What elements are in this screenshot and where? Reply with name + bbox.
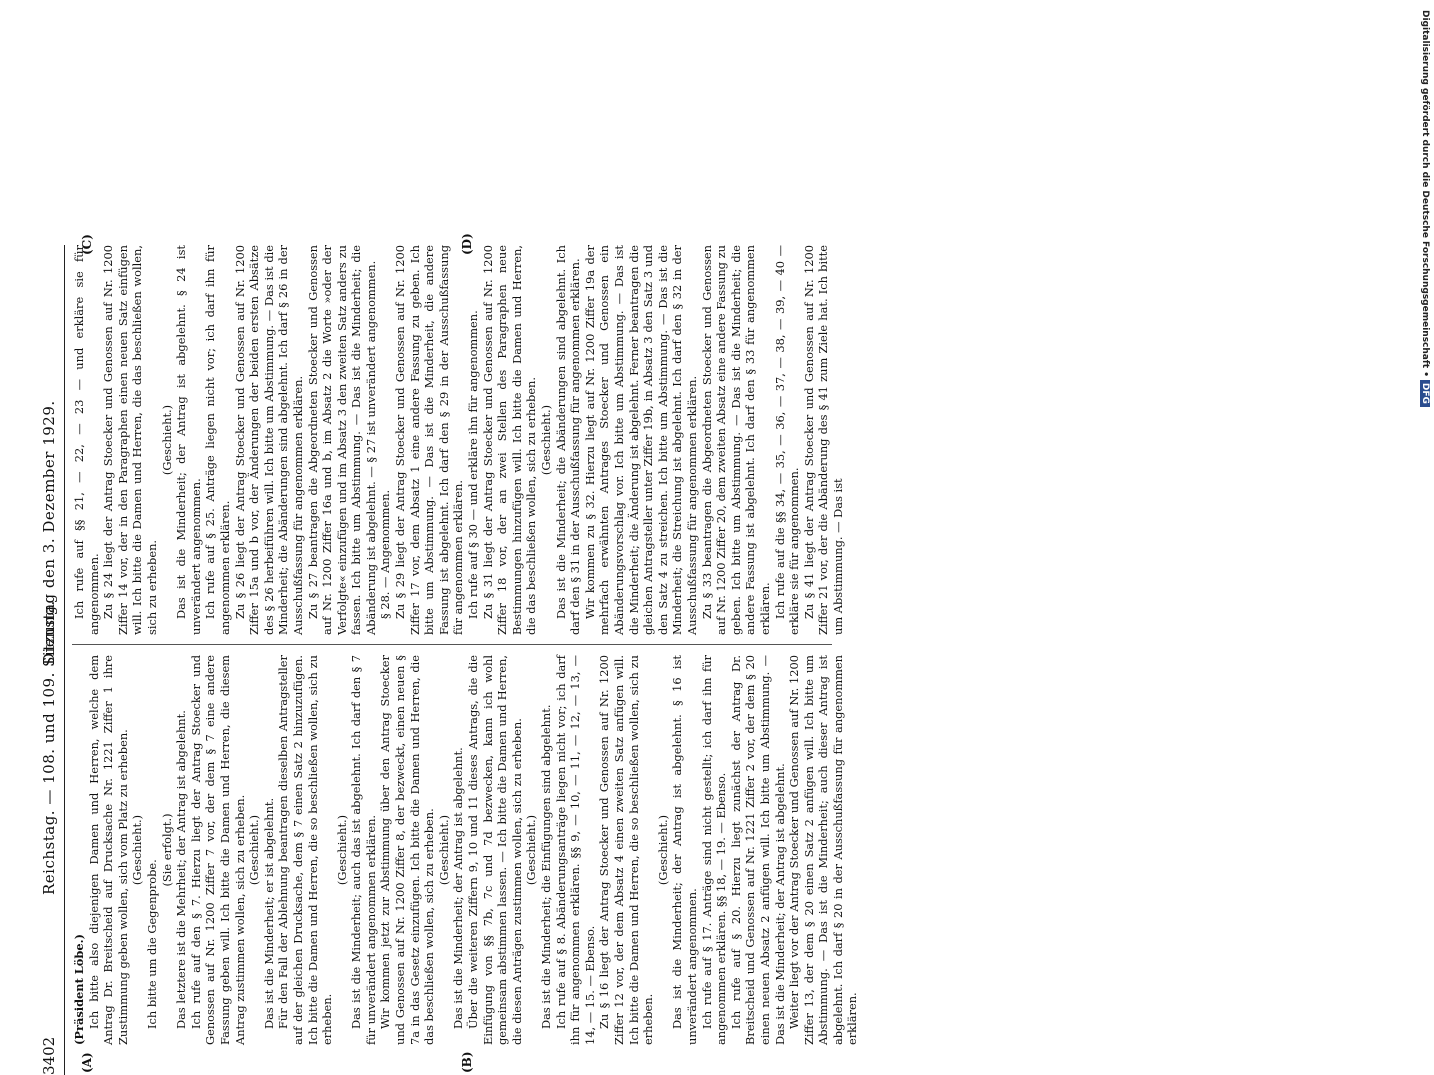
paragraph: Ich rufe auf § 17. Anträge sind nicht gestellt; ich darf ihn für angenommen erklären. §§ 18, — 19. — Ebenso.: [699, 655, 729, 1045]
paragraph: Ich rufe auf § 25. Anträge liegen nicht vor; ich darf ihn für angenommen erklären.: [203, 245, 232, 635]
margin-marker-b: (B): [460, 1051, 474, 1073]
paragraph: Das letztere ist die Mehrheit; der Antrag ist abgelehnt.: [174, 710, 189, 1029]
paragraph: Das ist die Minderheit; auch das ist abgelehnt. Ich darf den § 7 für unverändert angenommen erklären.: [349, 655, 378, 1045]
page-number: 3402: [40, 1036, 58, 1075]
margin-marker-c: (C): [80, 234, 94, 255]
dfg-logo: DFG: [1420, 380, 1430, 407]
paragraph: Ich rufe auf die §§ 34, — 35, — 36, — 37, — 38, — 39, — 40 — erkläre sie für angenommen.: [772, 245, 802, 635]
paragraph: Das ist die Minderheit; der Antrag ist abgelehnt. § 24 ist unverändert angenommen.: [174, 245, 203, 635]
paragraph: Zu § 31 liegt der Antrag Stoecker und Genossen auf Nr. 1200 Ziffer 18 vor, der an zwei Stellen des Paragraphen neue Bestimmungen hinzufügen will. Ich bitte die Damen und Herren, die das beschließen wollen, sich zu erheben.: [480, 245, 539, 635]
stage-direction: (Geschieht.): [130, 814, 145, 886]
paragraph: Zu § 29 liegt der Antrag Stoecker und Genossen auf Nr. 1200 Ziffer 17 vor, dem Absatz 1 eine andere Fassung zu geben. Ich bitte um Abstimmung. — Das ist die Minderheit, die andere Fassung ist abgelehnt. Ich darf den § 29 in der Ausschußfassung für angenommen erklären.: [393, 245, 466, 635]
paragraph: Über die weiteren Ziffern 9, 10 und 11 dieses Antrags, die die Einfügung von §§ 7b, 7c und 7d bezwecken, kann ich wohl gemeinsam abstimmen lassen. — Ich bitte die Damen und Herren, die diesen Anträgen zustimmen wollen, sich zu erheben.: [466, 655, 524, 1045]
paragraph: Zu § 24 liegt der Antrag Stoecker und Genossen auf Nr. 1200 Ziffer 14 vor, der in den Paragraphen einen neuen Satz einfügen will. Ich bitte die Damen und Herren, die das beschließen wollen, sich zu erheben.: [101, 245, 159, 635]
stage-direction: (Geschieht.): [655, 814, 670, 886]
paragraph: Das ist die Minderheit; der Antrag ist abgelehnt. § 16 ist unverändert angenommen.: [670, 655, 699, 1045]
paragraph: Zu § 26 liegt der Antrag Stoecker und Genossen auf Nr. 1200 Ziffer 15a und b vor, der Änderungen der beiden ersten Absätze des § 26 herbeiführen will. Ich bitte um Abstimmung. — Das ist die Minderheit; die Abänderungen sind abgelehnt. Ich darf § 26 in der Ausschußfassung für angenommen erklären.: [232, 245, 305, 635]
right-running-title: Dienstag den 3. Dezember 1929.: [40, 400, 58, 665]
paragraph: Ich rufe auf § 8. Abänderungsanträge liegen nicht vor; ich darf ihn für angenommen erklären. §§ 9, — 10, — 11, — 12, — 13, — 14, — 15. — Ebenso.: [553, 655, 597, 1045]
paragraph: Das ist die Minderheit; die Abänderungen sind abgelehnt. Ich darf den § 31 in der Ausschußfassung für angenommen erklären.: [553, 245, 583, 635]
paragraph: Für den Fall der Ablehnung beantragen dieselben Antragsteller auf der gleichen Drucksache, dem § 7 einen Satz 2 hinzuzufügen. Ich bitte die Damen und Herren, die so beschließen wollen, sich zu erheben.: [276, 655, 335, 1045]
paragraph: Das ist die Minderheit; der Antrag ist abgelehnt.: [451, 747, 466, 1029]
header-rule: [64, 245, 65, 1075]
paragraph: Wir kommen zu § 32. Hierzu liegt auf Nr. 1200 Ziffer 19a der mehrfach erwähnten Antrages Stoecker und Genossen ein Abänderungsvorschlag vor. Ich bitte um Abstimmung. — Das ist die Minderheit; die Änderung ist abgelehnt. Ferner beantragen die gleichen Antragsteller unter Ziffer 19b, in Absatz 3 den Satz 3 und den Satz 4 zu streichen. Ich bitte um Abstimmung. — Das ist die Minderheit; die Streichung ist abgelehnt. Ich darf den § 32 in der Ausschußfassung für angenommen erklären.: [582, 245, 699, 635]
paragraph: Zu § 33 beantragen die Abgeordneten Stoecker und Genossen auf Nr. 1200 Ziffer 20, dem zweiten Absatz eine andere Fassung zu geben. Ich bitte um Abstimmung. — Das ist die Minderheit; die andere Fassung ist abgelehnt. Ich darf den § 33 für angenommen erklären.: [699, 245, 772, 635]
stage-direction: (Geschieht.): [539, 404, 553, 476]
paragraph: Ich rufe auf §§ 21, — 22, — 23 — und erkläre sie für angenommen.: [72, 245, 101, 635]
paragraph: Ich rufe auf § 30 — und erkläre ihn für angenommen.: [466, 310, 481, 619]
margin-marker-a: (A): [80, 1052, 94, 1073]
right-column: [72, 245, 845, 635]
paragraph: § 28. — Angenommen.: [378, 489, 393, 619]
speaker-name: (Präsident Löbe.): [72, 934, 86, 1045]
rotated-page: [40, 75, 1320, 1075]
paragraph: Ich bitte um die Gegenprobe.: [144, 859, 159, 1029]
paragraph: Ich rufe auf § 20. Hierzu liegt zunächst der Antrag Dr. Breitscheid und Genossen auf Nr. 1221 Ziffer 2 vor, der dem § 20 einen neuen Absatz 2 anfügen will. Ich bitte um Abstimmung. — Das ist die Minderheit; der Antrag ist abgelehnt.: [728, 655, 787, 1045]
paragraph: Das ist die Minderheit; die Einfügungen sind abgelehnt.: [539, 704, 553, 1029]
stage-direction: (Geschieht.): [159, 404, 174, 476]
stage-direction: (Sie erfolgt.): [159, 813, 174, 887]
stage-direction: (Geschieht.): [436, 814, 451, 886]
paragraph: Wir kommen jetzt zur Abstimmung über den Antrag Stoecker und Genossen auf Nr. 1200 Ziffer 8, der bezweckt, einen neuen § 7a in das Gesetz einzufügen. Ich bitte die Damen und Herren, die das beschließen wollen, sich zu erheben.: [378, 655, 437, 1045]
stage-direction: (Geschieht.): [247, 814, 262, 886]
margin-marker-d: (D): [460, 233, 474, 255]
left-column: [72, 655, 860, 1045]
paragraph: Zu § 41 liegt der Antrag Stoecker und Genossen auf Nr. 1200 Ziffer 21 vor, der die Abänderung des § 41 zum Ziele hat. Ich bitte um Abstimmung. — Das ist: [801, 245, 845, 635]
column-divider: [72, 644, 832, 645]
running-header: [40, 245, 64, 1075]
paragraph: Zu § 16 liegt der Antrag Stoecker und Genossen auf Nr. 1200 Ziffer 12 vor, der dem Absatz 4 einen zweiten Satz anfügen will. Ich bitte die Damen und Herren, die so beschließen wollen, sich zu erheben.: [597, 655, 656, 1045]
paragraph: Zu § 27 beantragen die Abgeordneten Stoecker und Genossen auf Nr. 1200 Ziffer 16a und b, im Absatz 2 die Worte »oder der Verfolgte« einzufügen und im Absatz 3 den zweiten Satz anders zu fassen. Ich bitte um Abstimmung. — Das ist die Minderheit; die Abänderung ist abgelehnt. — § 27 ist unverändert angenommen.: [305, 245, 378, 635]
stage-direction: (Geschieht.): [334, 814, 349, 886]
document-body: [40, 233, 1360, 1075]
credit-text: Digitalisierung gefördert durch die Deutsche Forschungsgemeinschaft •: [1420, 10, 1430, 377]
paragraph: Ich rufe auf den § 7. Hierzu liegt der Antrag Stoecker und Genossen auf Nr. 1200 Ziffer 7 vor, der dem § 7 eine andere Fassung geben will. Ich bitte die Damen und Herren, die diesem Antrag zustimmen wollen, sich zu erheben.: [188, 655, 247, 1045]
paragraph: Das ist die Minderheit; er ist abgelehnt.: [261, 797, 276, 1029]
paragraph: Weiter liegt vor der Antrag Stoecker und Genossen auf Nr. 1200 Ziffer 13, der dem § 20 einen Satz 2 anfügen will. Ich bitte um Abstimmung. — Das ist die Minderheit; auch dieser Antrag ist abgelehnt. Ich darf § 20 in der Ausschußfassung für angenommen erklären.: [787, 655, 860, 1045]
digitization-credit: [1416, 10, 1434, 700]
left-running-title: Reichstag. — 108. und 109. Sitzung.: [40, 600, 58, 895]
stage-direction: (Geschieht.): [524, 814, 539, 886]
paragraph: Ich bitte also diejenigen Damen und Herren, welche dem Antrag Dr. Breitscheid auf Drucksache Nr. 1221 Ziffer 1 ihre Zustimmung geben wollen, sich vom Platz zu erheben.: [86, 655, 130, 1045]
